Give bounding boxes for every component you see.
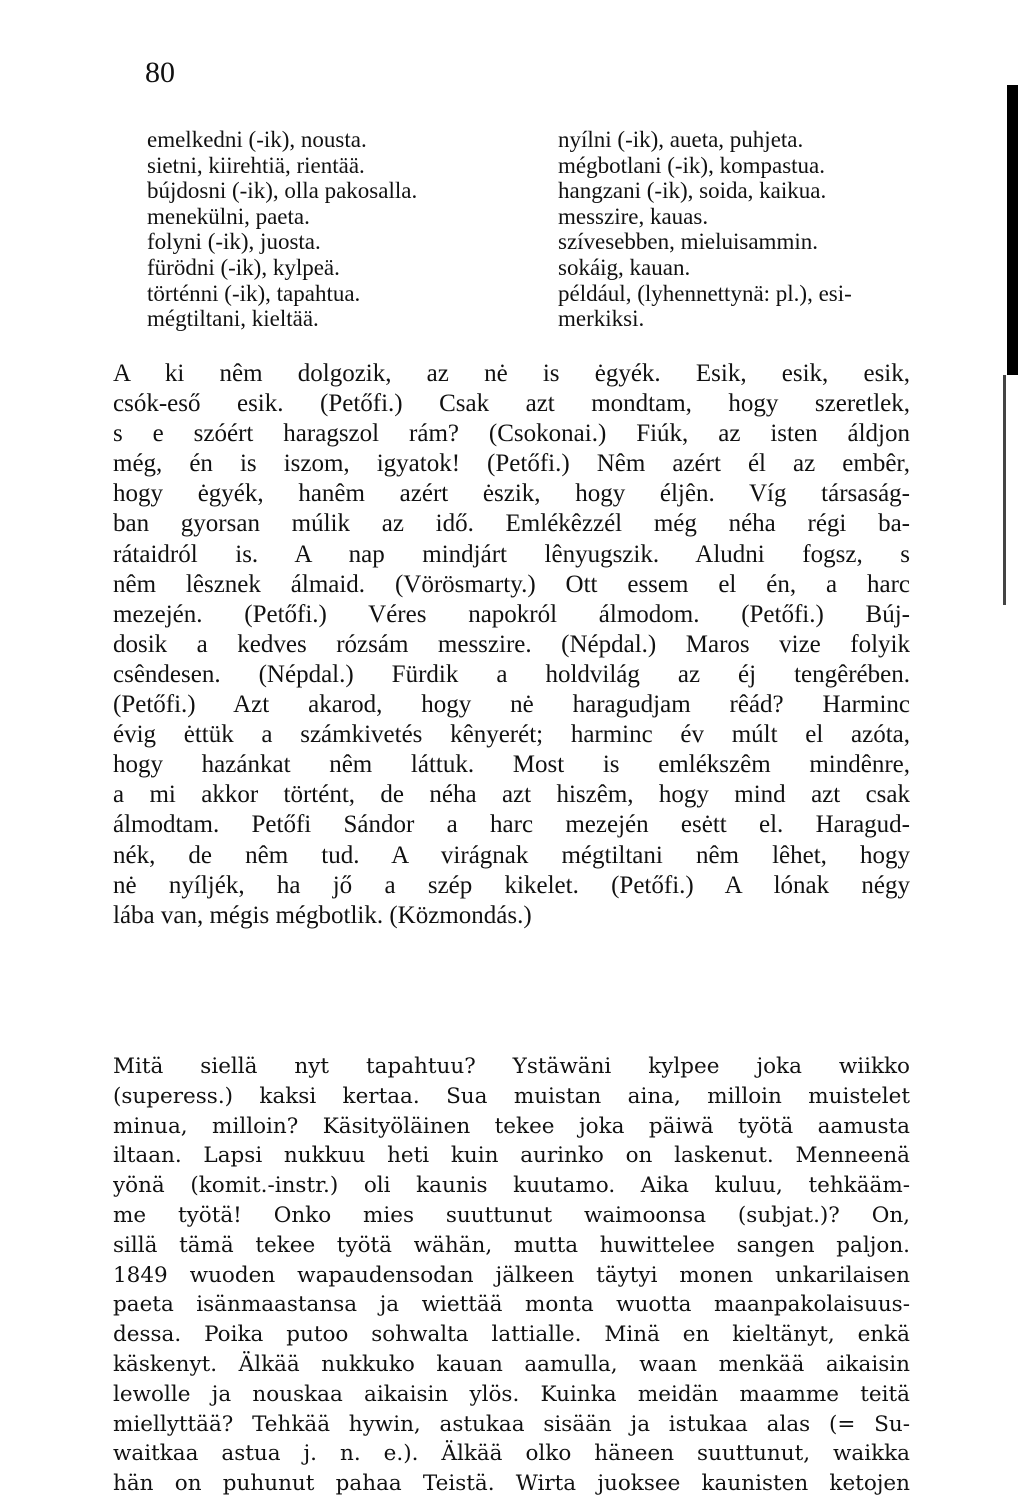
text-line: lewolle ja nouskaa aikaisin ylös. Kuinka meidän maamme teitä	[113, 1381, 910, 1407]
text-line: csók-eső esik. (Petőfi.) Csak azt mondtam, hogy szeretlek,	[113, 390, 910, 418]
text-line: nêm lêsznek álmaid. (Vörösmarty.) Ott essem el én, a harc	[113, 570, 910, 598]
vocab-entry: fürödni (-ik), kylpeä.	[147, 254, 340, 280]
text-line: Mitä siellä nyt tapahtuu? Ystäwäni kylpee joka wiikko	[113, 1054, 910, 1079]
vocab-entry: nyílni (-ik), aueta, puhjeta.	[558, 127, 804, 152]
page-number: 80	[145, 56, 175, 89]
text-line: hogy ėgyék, hanêm azért ėszik, hogy éljên. Víg társaság-	[113, 480, 910, 508]
page-edge-shadow	[1007, 85, 1018, 375]
vocab-entry: mégtiltani, kieltää.	[147, 306, 319, 332]
vocab-entry: messzire, kauas.	[558, 203, 709, 229]
text-line: A ki nêm dolgozik, az nė is ėgyék. Esik, esik, esik,	[113, 360, 910, 387]
text-line: miellyttää? Tehkää hywin, astukaa sisään ja istukaa alas (= Su-	[113, 1411, 910, 1437]
vocab-entry: sokáig, kauan.	[558, 254, 691, 280]
vocab-entry: merkiksi.	[558, 306, 645, 332]
text-line: a mi akkor történt, de néha azt hiszêm, hogy mind azt csak	[113, 781, 910, 809]
text-line: dessa. Poika putoo sohwalta lattialle. Minä en kieltänyt, enkä	[113, 1322, 910, 1348]
text-line: nė nyíljék, ha jő a szép kikelet. (Petőfi.) A lónak négy	[113, 871, 910, 899]
text-line: ban gyorsan múlik az idő. Emlékêzzél még néha régi ba-	[113, 510, 910, 538]
text-line: sillä tämä tekee työtä wähän, mutta huwittelee sangen paljon.	[113, 1232, 910, 1258]
text-line: (Petőfi.) Azt akarod, hogy nė haragudjam rêád? Harminc	[113, 691, 910, 719]
text-line: iltaan. Lapsi nukkuu heti kuin aurinko on laskenut. Menneenä	[113, 1143, 910, 1169]
text-line: lába van, mégis mégbotlik. (Közmondás.)	[113, 901, 532, 929]
text-line: 1849 wuoden wapaudensodan jälkeen täytyi monen unkarilaisen	[113, 1262, 910, 1288]
vocab-entry: szívesebben, mieluisammin.	[558, 229, 818, 255]
page-edge-line	[1003, 375, 1006, 605]
text-line: nék, de nêm tud. A virágnak mégtiltani nêm lêhet, hogy	[113, 841, 910, 869]
text-line: käskenyt. Älkää nukkuko kauan aamulla, waan menkää aikaisin	[113, 1351, 910, 1377]
vocab-entry: folyni (-ik), juosta.	[147, 229, 321, 255]
text-line: évig ėttük a számkivetés kênyerét; harminc év múlt el azóta,	[113, 721, 910, 749]
text-line: paeta isänmaastansa ja wiettää monta wuotta maanpakolaisuus-	[113, 1292, 910, 1318]
text-line: csêndesen. (Népdal.) Fürdik a holdvilág az éj tengêrében.	[113, 660, 910, 688]
text-line: mezején. (Petőfi.) Véres napokról álmodom. (Petőfi.) Búj-	[113, 600, 910, 628]
text-line: waitkaa astua j. n. e.). Älkää olko häneen suuttunut, waikka	[113, 1441, 910, 1467]
vocab-entry: hangzani (-ik), soida, kaikua.	[558, 178, 827, 204]
vocab-entry: menekülni, paeta.	[147, 203, 310, 229]
vocab-entry: mégbotlani (-ik), kompastua.	[558, 152, 825, 178]
vocab-entry: sietni, kiirehtiä, rientää.	[147, 152, 365, 178]
vocab-entry: például, (lyhennettynä: pl.), esi-	[558, 280, 852, 306]
text-line: yönä (komit.-instr.) oli kaunis kuutamo. Aika kuluu, tehkääm-	[113, 1173, 910, 1199]
text-line: minua, milloin? Käsityöläinen tekee joka päiwä työtä aamusta	[113, 1113, 910, 1139]
vocab-entry: emelkedni (-ik), nousta.	[147, 127, 367, 152]
vocabulary-left-column	[147, 127, 417, 332]
text-line: me työtä! Onko mies suuttunut waimoonsa (subjat.)? On,	[113, 1202, 910, 1228]
vocab-entry: történni (-ik), tapahtua.	[147, 280, 361, 306]
text-line: álmodtam. Petőfi Sándor a harc mezején esėtt el. Haragud-	[113, 811, 910, 839]
vocabulary-right-column	[558, 127, 852, 332]
text-line: dosik a kedves rózsám messzire. (Népdal.) Maros vize folyik	[113, 630, 910, 658]
hungarian-example-paragraph	[113, 359, 910, 931]
finnish-exercise-paragraph	[113, 1052, 910, 1499]
text-line: hogy hazánkat nêm láttuk. Most is emlékszêm mindênre,	[113, 751, 910, 779]
text-line: (superess.) kaksi kertaa. Sua muistan aina, milloin muistelet	[113, 1083, 910, 1109]
vocab-entry: bújdosni (-ik), olla pakosalla.	[147, 178, 418, 204]
text-line: s e szóért haragszol rám? (Csokonai.) Fiúk, az isten áldjon	[113, 420, 910, 448]
text-line: rátaidról is. A nap mindjárt lênyugszik. Aludni fogsz, s	[113, 540, 910, 568]
text-line: hän on puhunut pahaa Teistä. Wirta juoksee kaunisten ketojen	[113, 1471, 910, 1497]
text-line: még, én is iszom, igyatok! (Petőfi.) Nêm azért él az embêr,	[113, 450, 910, 478]
